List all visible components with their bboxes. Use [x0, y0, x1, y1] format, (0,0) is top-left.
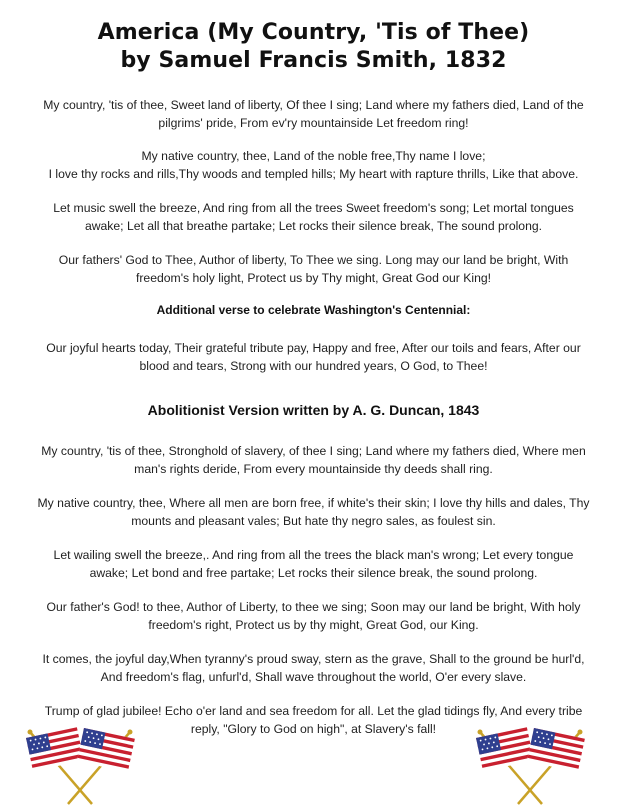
crossed-us-flags-icon [470, 726, 590, 805]
abolitionist-verse-1: My country, 'tis of thee, Stronghold of slavery, of thee I sing; Land where my fathers died, Where men man's rights deride, From every mountainside thy deeds shall ring. [41, 444, 586, 476]
centennial-heading: Additional verse to celebrate Washington's Centennial: [156, 303, 471, 317]
abolitionist-verse-3: Let wailing swell the breeze,. And ring from all the trees the black man's wrong; Let every tongue awake; Let bond and free partake; Let rocks their silence break, the sound prolong. [53, 548, 574, 580]
crossed-us-flags-icon [20, 726, 140, 805]
centennial-verse: Our joyful hearts today, Their grateful tribute pay, Happy and free, After our toils and fears, After our blood and tears, Strong with our hundred years, O God, to Thee! [46, 341, 581, 373]
verse-3: Let music swell the breeze, And ring from all the trees Sweet freedom's song; Let mortal tongues awake; Let all that breathe partake; Let rocks their silence break, The sound prolong. [53, 201, 574, 233]
abolitionist-verse-5: It comes, the joyful day,When tyranny's proud sway, stern as the grave, Shall to the ground be hurl'd, And freedom's flag, unfurl'd, Shall wave throughout the world, O'er every slave. [42, 652, 585, 684]
page-title: America (My Country, 'Tis of Thee) [97, 20, 530, 45]
verse-2: My native country, thee, Land of the noble free,Thy name I love; I love thy rocks and rills,Thy woods and templed hills; My heart with rapture thrills, Like that above. [48, 149, 579, 181]
abolitionist-verse-6: Trump of glad jubilee! Echo o'er land and sea freedom for all. Let the glad tidings fly, And every tribe reply, "Glory to God on high", at Slavery's fall! [44, 704, 583, 736]
abolitionist-verse-2: My native country, thee, Where all men are born free, if white's their skin; I love thy hills and dales, Thy mounts and pleasant vales; But hate thy negro sales, as foulest sin. [37, 496, 590, 528]
verse-4: Our fathers' God to Thee, Author of liberty, To Thee we sing. Long may our land be bright, With freedom's holy light, Protect us by Thy might, Great God our King! [58, 253, 569, 285]
verse-1: My country, 'tis of thee, Sweet land of liberty, Of thee I sing; Land where my fathers died, Land of the pilgrims' pride, From ev'ry mountainside Let freedom ring! [43, 98, 584, 130]
page-subtitle: by Samuel Francis Smith, 1832 [120, 48, 507, 73]
abolitionist-heading: Abolitionist Version written by A. G. Duncan, 1843 [147, 402, 480, 418]
abolitionist-verse-4: Our father's God! to thee, Author of Liberty, to thee we sing; Soon may our land be bright, With holy freedom's right, Protect us by thy might, Great God, our King. [46, 600, 581, 632]
